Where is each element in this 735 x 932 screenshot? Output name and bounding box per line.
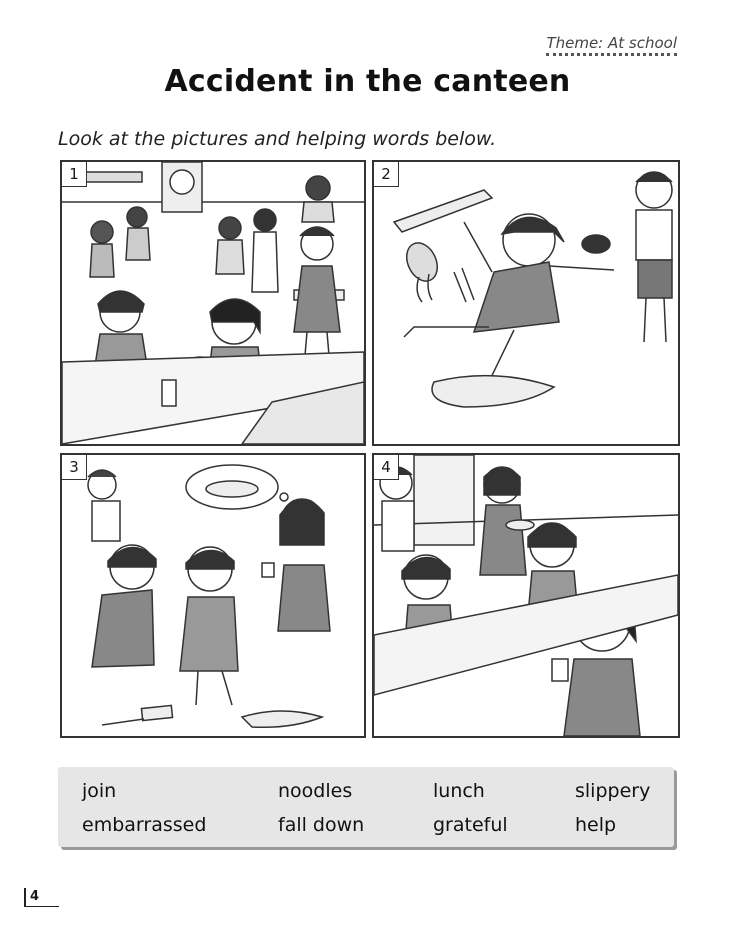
panel-number: 4 bbox=[374, 455, 399, 480]
picture-panel-4 bbox=[372, 453, 680, 738]
girl-slipping-illustration bbox=[374, 162, 678, 444]
picture-panel-2 bbox=[372, 160, 680, 446]
helping-word: embarrassed bbox=[82, 814, 207, 836]
helping-words-box bbox=[58, 767, 674, 847]
helping-word: noodles bbox=[278, 780, 353, 802]
helping-word: fall down bbox=[278, 814, 365, 836]
theme-label: Theme: At school bbox=[546, 34, 677, 56]
page-title: Accident in the canteen bbox=[164, 64, 571, 99]
helping-word: lunch bbox=[433, 780, 485, 802]
picture-panel-1 bbox=[60, 160, 366, 446]
panel-number: 3 bbox=[62, 455, 87, 480]
panel-number: 2 bbox=[374, 162, 399, 187]
picture-panel-3 bbox=[60, 453, 366, 738]
helping-word: slippery bbox=[575, 780, 651, 802]
helping-word: grateful bbox=[433, 814, 508, 836]
page-number: 4 bbox=[24, 888, 59, 907]
helping-word: help bbox=[575, 814, 617, 836]
sharing-lunch-illustration bbox=[374, 455, 678, 736]
friends-helping-illustration bbox=[62, 455, 364, 736]
canteen-lunch-illustration bbox=[62, 162, 364, 444]
instruction-text: Look at the pictures and helping words below. bbox=[58, 128, 497, 150]
panel-number: 1 bbox=[62, 162, 87, 187]
helping-word: join bbox=[82, 780, 117, 802]
